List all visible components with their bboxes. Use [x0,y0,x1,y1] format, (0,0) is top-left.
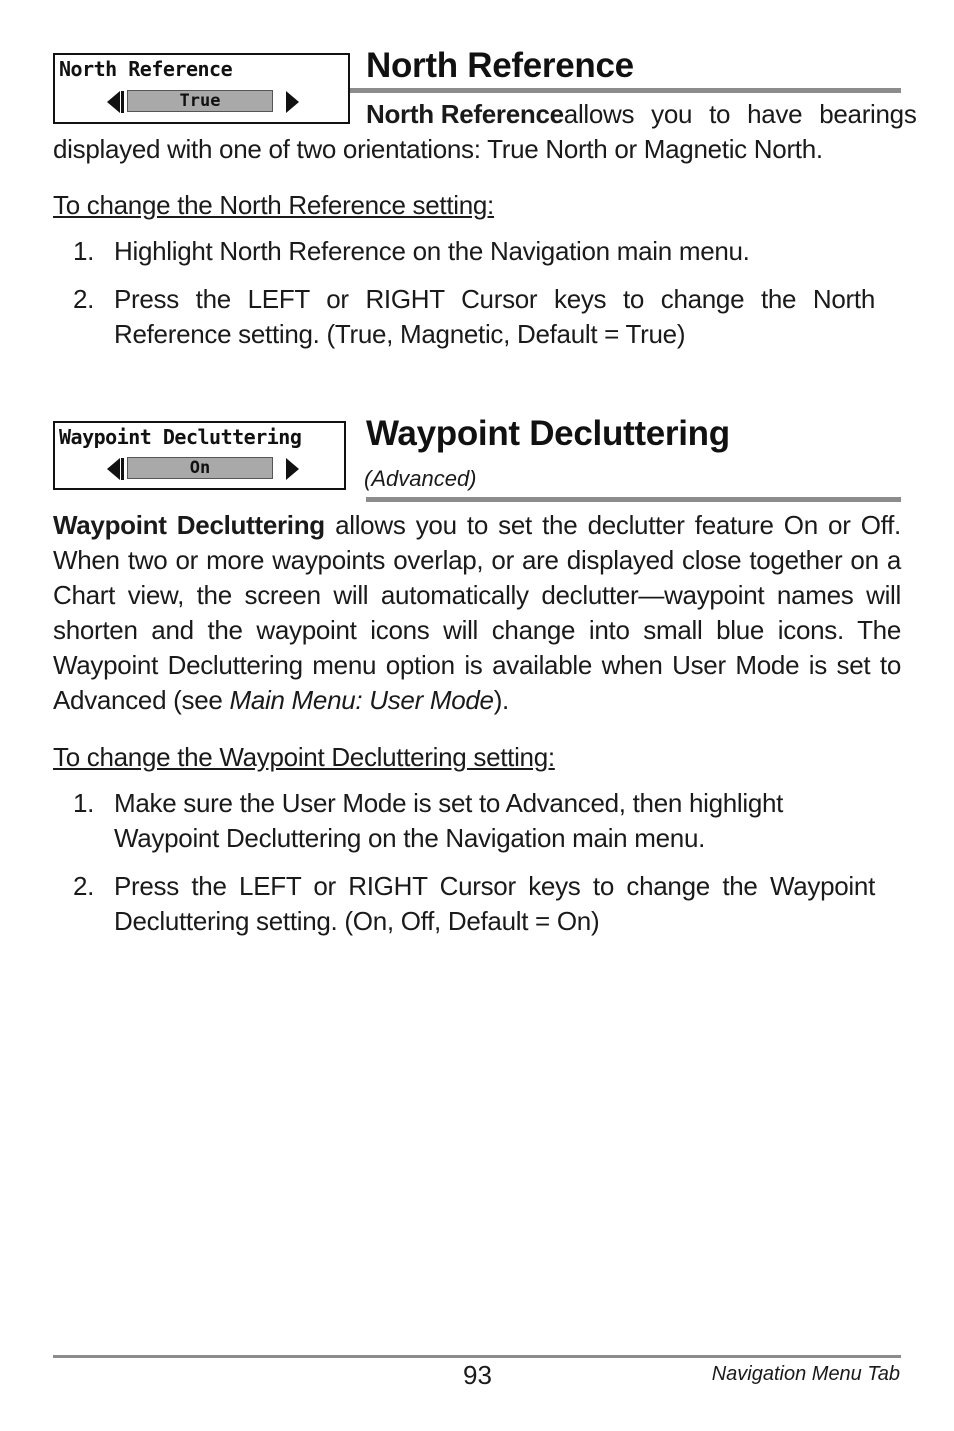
left-arrow-icon [107,91,120,113]
intro-rest: allows you to set the declutter feature On or Off. When two or more waypoints overlap, or are displayed close together on a Chart view, the screen will automatically declutter—waypoint names will shorten and the waypoint icons will change into small blue icons. The Waypoint Decluttering menu option is available when User Mode is set to Advanced (see [53,510,901,715]
menu-value: On [127,457,273,479]
north-reference-menu-image [53,53,350,124]
step-number: 2. [73,871,95,901]
intro-end: ). [493,685,509,715]
list-item [53,869,875,939]
north-reference-heading: North Reference [366,46,634,85]
divider [121,91,124,113]
heading-rule [366,497,901,502]
advanced-label: (Advanced) [364,466,477,491]
right-arrow-icon [286,458,299,480]
menu-title: North Reference [59,57,233,81]
step-text: Highlight North Reference on the Navigation main menu. [114,236,750,266]
north-reference-procedure-heading: To change the North Reference setting: [53,190,494,220]
menu-value-row [107,89,297,115]
north-reference-intro-line1 [366,97,917,132]
list-item [53,786,875,856]
waypoint-decluttering-procedure-heading: To change the Waypoint Decluttering setting: [53,742,555,772]
right-arrow-icon [286,91,299,113]
menu-value-row [107,456,297,482]
intro-bold: North Reference [366,99,564,129]
page-number: 93 [463,1360,492,1390]
waypoint-decluttering-menu-image [53,421,346,490]
menu-value: True [127,90,273,112]
intro-bold: Waypoint Decluttering [53,510,325,540]
step-text: Press the LEFT or RIGHT Cursor keys to change the North Reference setting. (True, Magnetic, Default = True) [114,284,875,349]
north-reference-intro-line2: displayed with one of two orientations: True North or Magnetic North. [53,134,823,164]
left-arrow-icon [107,458,120,480]
waypoint-decluttering-intro [53,508,901,718]
intro-text [564,97,917,132]
footer-rule [53,1355,901,1358]
list-item [53,234,875,269]
heading-rule [350,88,901,93]
step-number: 1. [73,236,95,266]
waypoint-decluttering-heading: Waypoint Decluttering [366,414,730,453]
list-item [53,282,875,352]
step-number: 2. [73,284,95,314]
step-number: 1. [73,788,95,818]
menu-title: Waypoint Decluttering [59,425,302,449]
step-text: Press the LEFT or RIGHT Cursor keys to change the Waypoint Decluttering setting. (On, Off, Default = On) [114,871,875,936]
divider [121,458,124,480]
section-tab-label: Navigation Menu Tab [711,1363,900,1385]
intro-rest: allows you to have bearings [563,99,917,129]
step-text: Make sure the User Mode is set to Advanced, then highlight Waypoint Decluttering on the Navigation main menu. [114,788,784,853]
cross-reference: Main Menu: User Mode [229,685,494,715]
